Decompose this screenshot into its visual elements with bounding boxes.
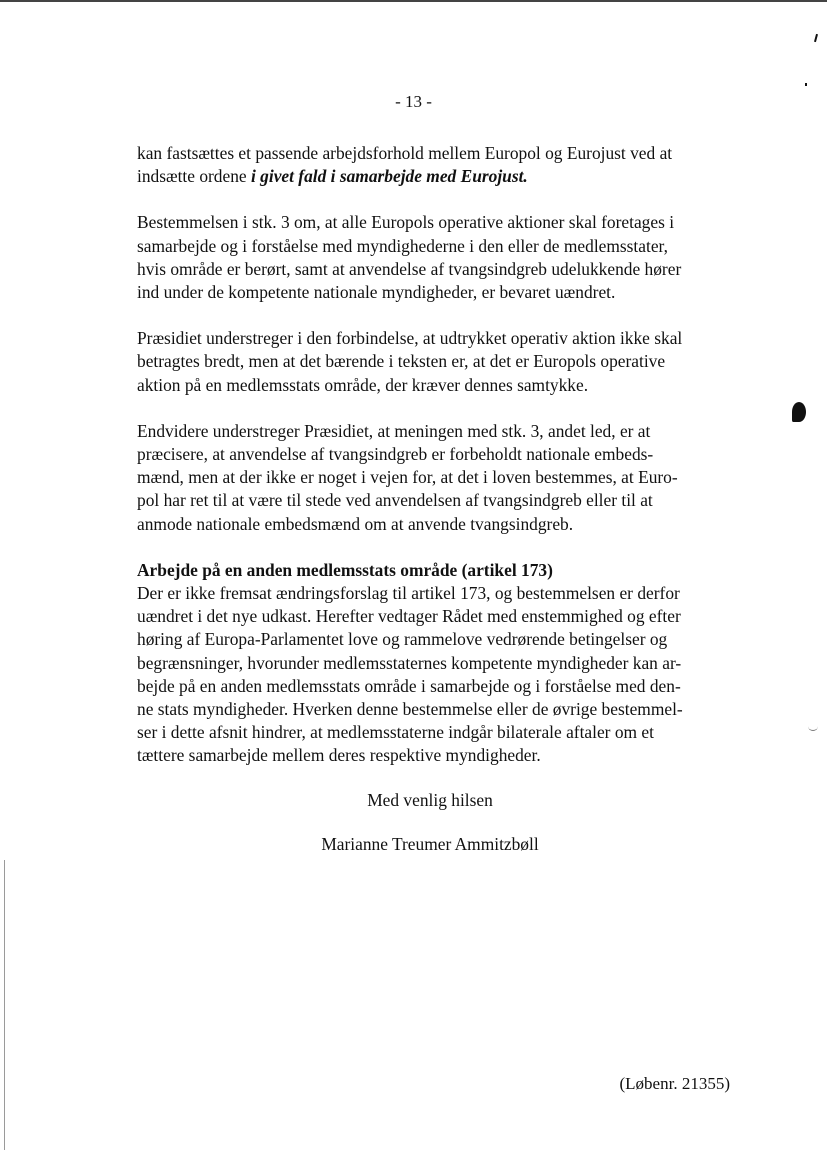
paragraph-1-emphasis: i givet fald i samarbejde med Eurojust. [250,166,528,187]
scan-speck-mark [805,83,807,86]
paragraph-2-line-2: samarbejde og i forståelse med myndighederne i den eller de medlemsstater, [137,235,668,256]
section-line-4: begrænsninger, hvorunder medlemsstaternes kompetente myndigheder kan ar- [137,652,682,673]
reference-number: (Løbenr. 21355) [619,1074,730,1093]
paragraph-3-line-2: betragtes bredt, men at det bærende i teksten er, at det er Europols operative [137,351,666,372]
section-heading: Arbejde på en anden medlemsstats område (artikel 173) [137,559,553,580]
paragraph-4-line-1: Endvidere understreger Præsidiet, at meningen med stk. 3, andet led, er at [137,420,651,441]
section-line-3: høring af Europa-Parlamentet love og rammelove vedrørende betingelser og [137,629,668,650]
signer-name: Marianne Treumer Ammitzbøll [321,834,539,854]
paragraph-2-line-4: ind under de kompetente nationale myndigheder, er bevaret uændret. [137,282,616,303]
paragraph-2 [137,211,732,304]
paragraph-1-line-1: kan fastsættes et passende arbejdsforhold mellem Europol og Eurojust ved at [137,143,673,163]
paragraph-1 [137,142,732,188]
section-line-6: ne stats myndigheder. Hverken denne bestemmelse eller de øvrige bestemmel- [137,699,683,720]
paragraph-3-line-1: Præsidiet understreger i den forbindelse, at udtrykket operativ aktion ikke skal [137,328,683,349]
section-paragraph [137,582,732,768]
body-text [137,142,732,768]
scan-top-edge [0,0,827,2]
hole-punch-mark [792,402,806,422]
paragraph-4-line-2: præcisere, at anvendelse af tvangsindgreb er forbeholdt nationale embeds- [137,444,654,465]
paragraph-2-line-1: Bestemmelsen i stk. 3 om, at alle Europols operative aktioner skal foretages i [137,212,675,233]
paragraph-3-line-3: aktion på en medlemsstats område, der kræver dennes samtykke. [137,374,589,395]
paragraph-4-line-4: pol har ret til at være til stede ved anvendelsen af tvangsindgreb eller til at [137,490,653,511]
scan-left-edge [4,860,5,1150]
paragraph-4-line-3: mænd, men at der ikke er noget i vejen for, at det i loven bestemmes, at Euro- [137,467,678,488]
section-line-2: uændret i det nye udkast. Herefter vedtager Rådet med enstemmighed og efter [137,606,681,627]
page-number: - 13 - [395,92,432,111]
section-line-8: tættere samarbejde mellem deres respektive myndigheder. [137,745,541,766]
scan-smudge-mark [808,722,818,731]
paragraph-4-line-5: anmode nationale embedsmænd om at anvende tvangsindgreb. [137,513,574,534]
paragraph-1-line-2: indsætte ordene [137,166,251,187]
paragraph-4 [137,420,732,536]
section-line-7: ser i dette afsnit hindrer, at medlemsstaterne indgår bilaterale aftaler om et [137,722,654,743]
section-line-5: bejde på en anden medlemsstats område i samarbejde og i forståelse med den- [137,675,681,696]
paragraph-2-line-3: hvis område er berørt, samt at anvendelse af tvangsindgreb udelukkende hører [137,258,682,279]
section-line-1: Der er ikke fremsat ændringsforslag til artikel 173, og bestemmelsen er derfor [137,583,680,604]
paragraph-3 [137,327,732,397]
scan-speck-mark [814,34,818,42]
closing-greeting: Med venlig hilsen [367,790,493,810]
